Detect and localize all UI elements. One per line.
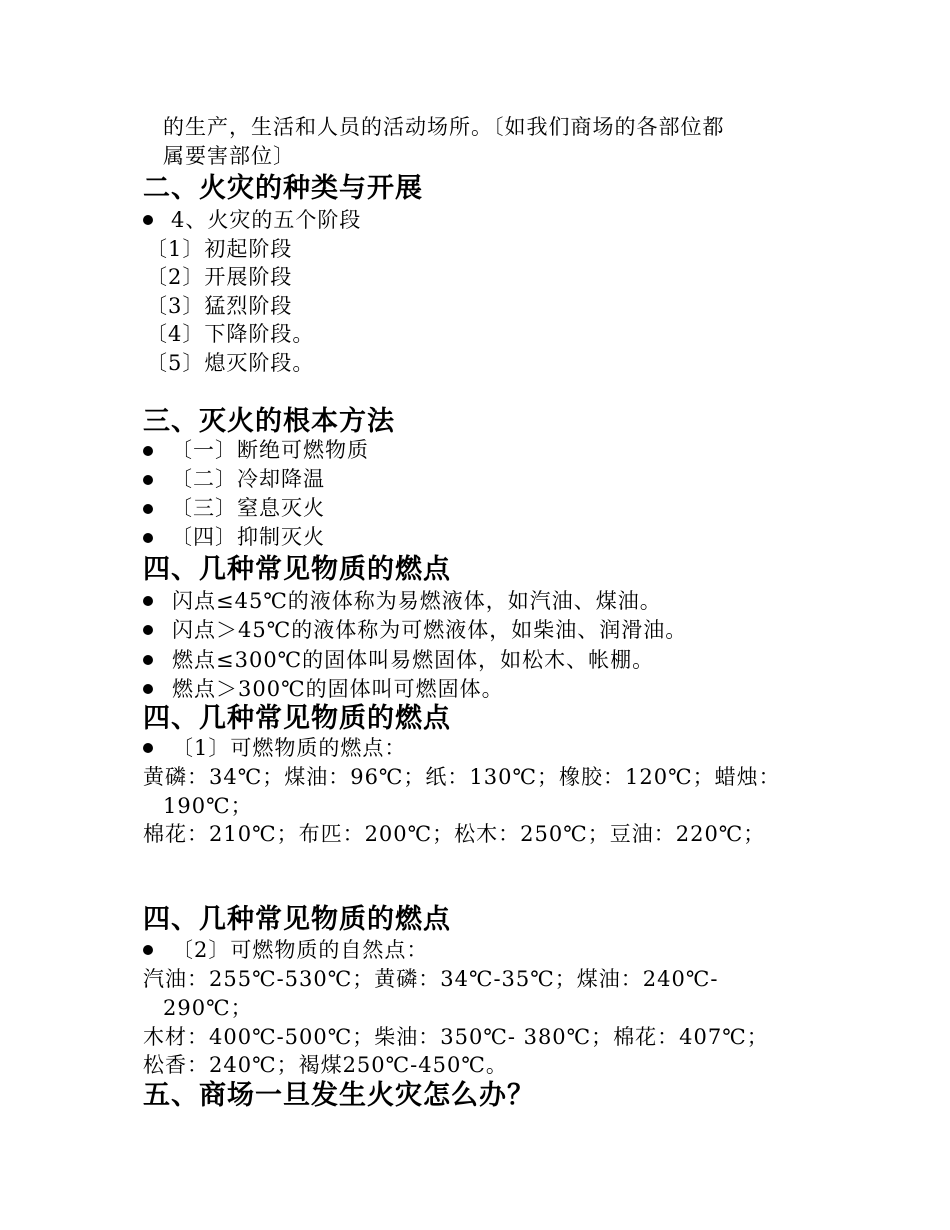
section-4c-bullet-text: 〔2〕可燃物质的自然点： (172, 938, 429, 962)
ignition-values-line: 黄磷：34℃；煤油：96℃；纸：130℃；橡胶：120℃；蜡烛： (143, 765, 781, 789)
bullet-icon (143, 504, 153, 514)
ignition-item: 燃点＞300℃的固体叫可燃固体。 (172, 677, 504, 701)
autoignition-values-line: 汽油：255℃-530℃；黄磷：34℃-35℃；煤油：240℃- (143, 967, 719, 991)
section-4b-heading: 四、几种常见物质的燃点 (143, 703, 451, 734)
section-4c-heading: 四、几种常见物质的燃点 (143, 904, 451, 935)
section-5-heading: 五、商场一旦发生火灾怎么办？ (143, 1080, 535, 1111)
method-item: 〔四〕抑制灭火 (171, 525, 325, 549)
ignition-values-line: 190℃； (163, 794, 253, 818)
autoignition-values-line: 松香：240℃；褐煤250℃-450℃。 (143, 1053, 508, 1077)
ignition-item: 闪点≤45℃的液体称为易燃液体，如汽油、煤油。 (172, 589, 662, 613)
section-2-heading: 二、火灾的种类与开展 (143, 173, 423, 204)
method-item: 〔一〕断绝可燃物质 (171, 438, 369, 462)
method-item: 〔三〕窒息灭火 (171, 496, 325, 520)
intro-line-2: 属要害部位〕 (163, 144, 295, 168)
autoignition-values-line: 290℃； (163, 996, 253, 1020)
bullet-icon (143, 533, 153, 543)
stage-item: 〔2〕开展阶段 (146, 265, 293, 289)
bullet-icon (143, 625, 153, 635)
bullet-icon (143, 684, 153, 694)
section-4b-bullet-text: 〔1〕可燃物质的燃点： (172, 736, 407, 760)
section-4a-heading: 四、几种常见物质的燃点 (143, 554, 451, 585)
bullet-icon (143, 945, 153, 955)
stage-item: 〔3〕猛烈阶段 (146, 294, 293, 318)
ignition-item: 闪点＞45℃的液体称为可燃液体，如柴油、润滑油。 (172, 618, 688, 642)
stage-item: 〔4〕下降阶段。 (146, 322, 315, 346)
section-2-bullet-text: 4、火灾的五个阶段 (171, 208, 362, 232)
stage-item: 〔1〕初起阶段 (146, 237, 293, 261)
bullet-icon (143, 743, 153, 753)
ignition-values-line: 棉花：210℃；布匹：200℃；松木：250℃；豆油：220℃； (143, 822, 766, 846)
stage-item: 〔5〕熄灭阶段。 (146, 351, 315, 375)
autoignition-values-line: 木材：400℃-500℃；柴油：350℃- 380℃；棉花：407℃； (143, 1025, 769, 1049)
bullet-icon (143, 596, 153, 606)
bullet-icon (143, 215, 153, 225)
ignition-item: 燃点≤300℃的固体叫易燃固体，如松木、帐棚。 (172, 648, 655, 672)
section-3-heading: 三、灭火的根本方法 (143, 406, 395, 437)
bullet-icon (143, 655, 153, 665)
method-item: 〔二〕冷却降温 (171, 467, 325, 491)
bullet-icon (143, 475, 153, 485)
intro-line-1: 的生产，生活和人员的活动场所。〔如我们商场的各部位都 (163, 115, 725, 139)
bullet-icon (143, 446, 153, 456)
